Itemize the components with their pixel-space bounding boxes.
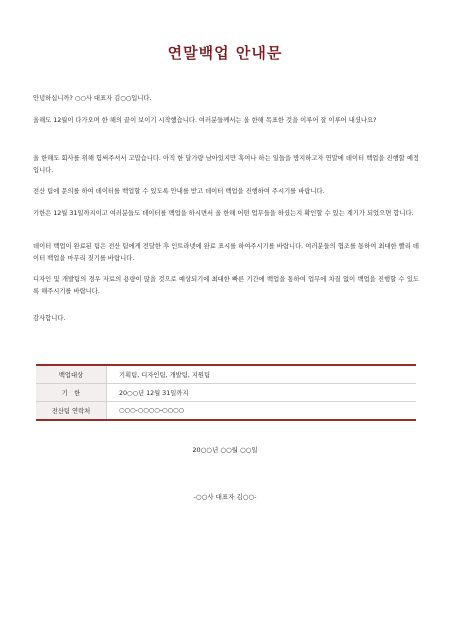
table-value-deadline: 20○○년 12월 31일까지 xyxy=(107,384,417,402)
body-paragraph-6: 디자인 및 개발팀의 경우 자료의 용량이 많을 것으로 예상되기에 최대한 빠른 기간에 백업을 통하여 업무에 차질 없이 백업을 진행할 수 있도록 해주시기를 바랍니다. xyxy=(33,276,419,295)
table-value-target: 기획팀, 디자인팀, 개발팀, 지원팀 xyxy=(107,365,417,384)
table-value-contact: ○○○-○○○○-○○○○ xyxy=(119,407,184,414)
table-label-contact: 전산팀 연락처 xyxy=(36,402,107,421)
page-title: 연말백업 안내문 xyxy=(167,44,283,62)
table-label-target: 백업대상 xyxy=(36,365,107,384)
greeting-paragraph: 안녕하십니까? ○○사 대표자 김○○입니다. xyxy=(33,95,152,102)
document-date: 20○○년 ○○월 ○○일 xyxy=(192,446,258,454)
table-row xyxy=(36,384,416,402)
body-paragraph-2: 올 한해도 회사를 위해 힘써주셔서 고맙습니다. 아직 한 달가량 남아있지만 혹여나 하는 일들을 방지하고자 연말에 데이터 백업을 진행할 예정입니다. xyxy=(33,155,419,174)
table-row xyxy=(36,402,416,421)
table-label-deadline: 기 한 xyxy=(36,384,107,402)
backup-info-table xyxy=(36,364,416,421)
table-row xyxy=(36,365,416,384)
body-paragraph-4: 기한은 12월 31일까지이고 여러분들도 데이터를 백업을 하시면서 올 한해 어떤 업무들을 하셨는지 확인할 수 있는 계기가 되었으면 합니다. xyxy=(33,210,414,217)
body-paragraph-3: 전산 팀에 문의를 하여 데이터를 백업할 수 있도록 안내를 받고 데이터 백업을 진행하여 주시기를 바랍니다. xyxy=(33,188,325,195)
closing-paragraph: 감사합니다. xyxy=(33,315,66,322)
signature: -○○사 대표자 김○○- xyxy=(193,493,257,501)
body-paragraph-1: 올해도 12월이 다가오며 한 해의 끝이 보이기 시작했습니다. 여러분들께서는 올 한해 목표한 것을 이루어 잘 이루어 내셨나요? xyxy=(33,117,377,124)
body-paragraph-5: 데이터 백업이 완료된 팀은 전산 팀에게 전달한 후 인트라넷에 완료 표시를 하여주시기를 바랍니다. 여러분들의 협조를 통하여 최대한 빨리 데이터 백업을 마무리 짓기를 바랍니다. xyxy=(33,243,419,262)
